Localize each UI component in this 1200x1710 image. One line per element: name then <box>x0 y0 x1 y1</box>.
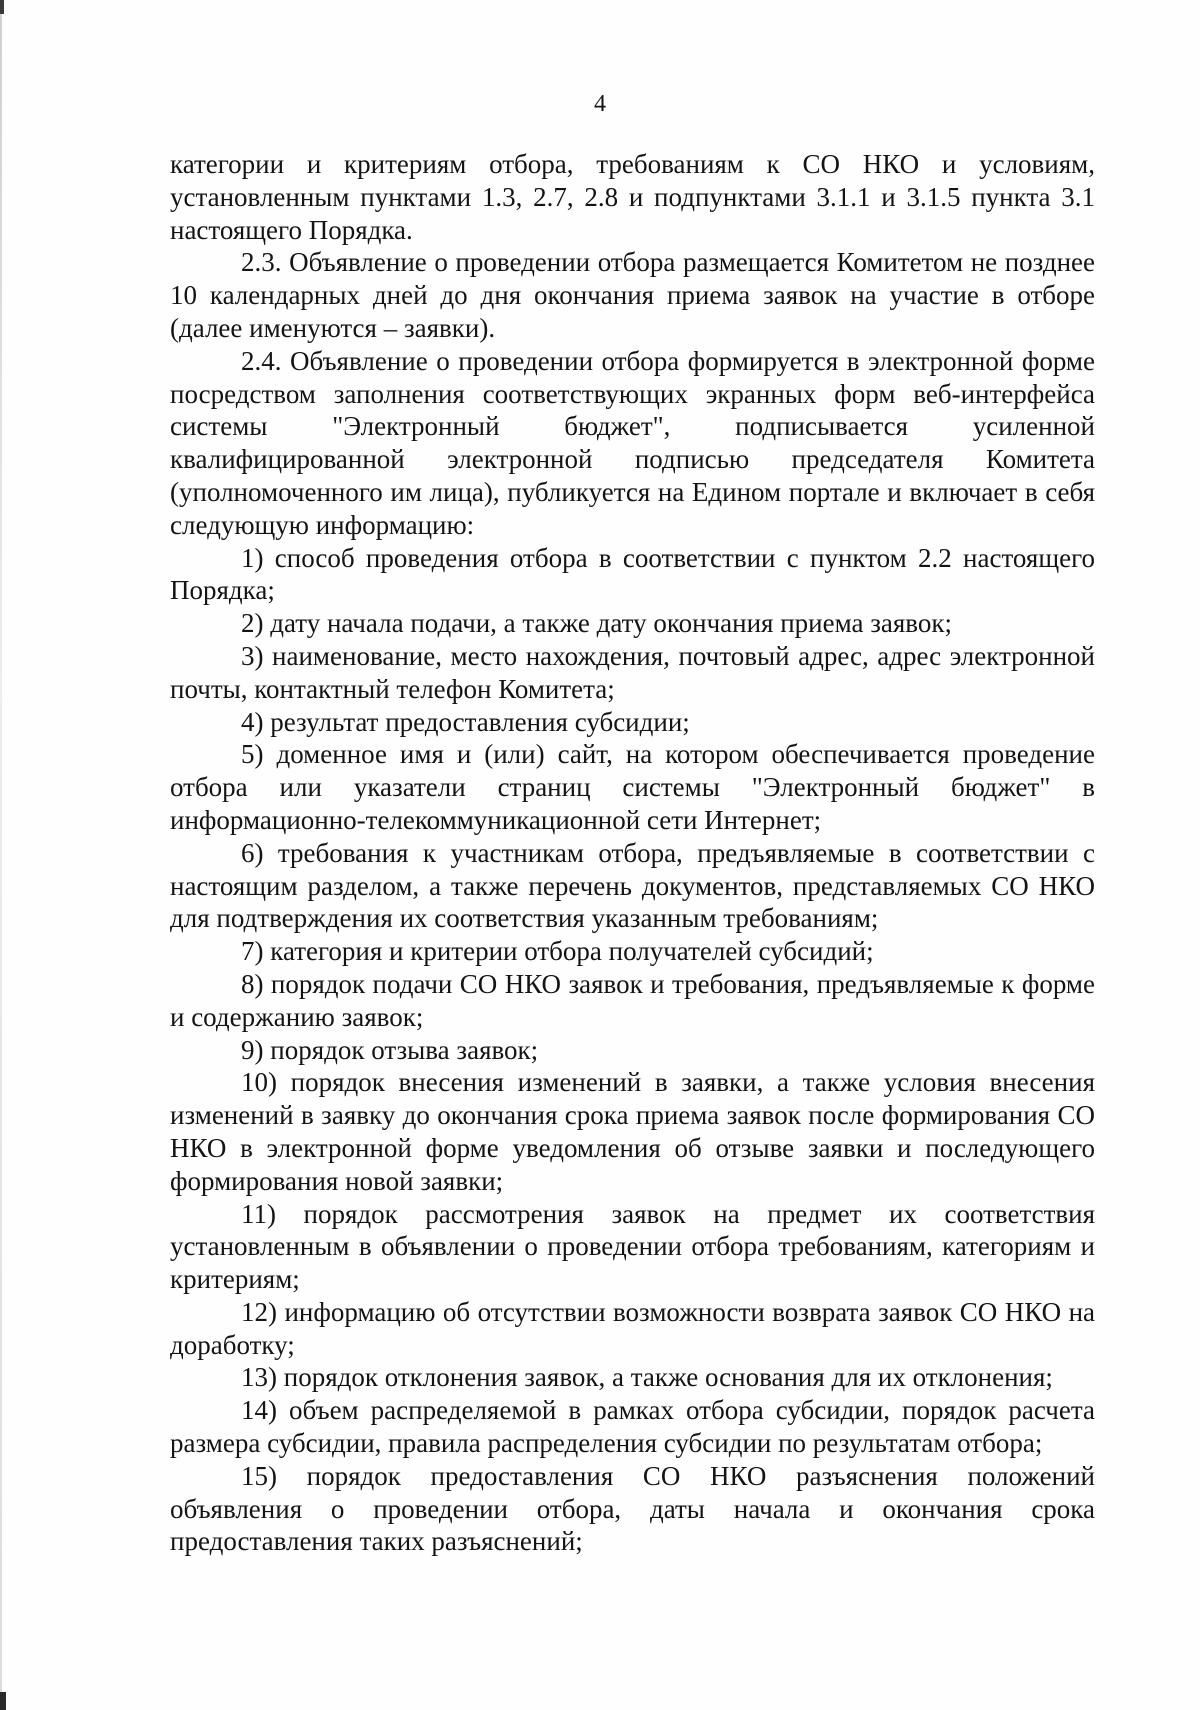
scan-corner-mark-top <box>0 0 4 14</box>
list-item-7: 7) категория и критерии отбора получателей субсидий; <box>241 936 874 967</box>
list-item-4: 4) результат предоставления субсидии; <box>241 706 690 737</box>
list-item-3: 3) наименование, место нахождения, почтовый адрес, адрес электронной почты, контактный телефон Комитета; <box>170 640 1095 704</box>
list-item-13: 13) порядок отклонения заявок, а также основания для их отклонения; <box>241 1362 1053 1393</box>
paragraph-continuation: категории и критериям отбора, требованиям к СО НКО и условиям, установленным пунктами 1.3, 2.7, 2.8 и подпунктами 3.1.1 и 3.1.5 пункта 3.1 настоящего Порядка. <box>170 149 1095 245</box>
list-item-2: 2) дату начала подачи, а также дату окончания приема заявок; <box>241 608 952 639</box>
list-item-10: 10) порядок внесения изменений в заявки, а также условия внесения изменений в заявку до окончания срока приема заявок после формирования СО НКО в электронной форме уведомления об отзыве заявки и последующего формирования новой заявки; <box>170 1067 1095 1196</box>
list-item-14: 14) объем распределяемой в рамках отбора субсидии, порядок расчета размера субсидии, правила распределения субсидии по результатам отбора; <box>170 1395 1095 1459</box>
list-item-11: 11) порядок рассмотрения заявок на предмет их соответствия установленным в объявлении о проведении отбора требованиям, категориям и критериям; <box>170 1198 1095 1295</box>
list-item-1: 1) способ проведения отбора в соответствии с пунктом 2.2 настоящего Порядка; <box>170 542 1095 606</box>
scan-edge-shadow <box>0 0 2 1710</box>
document-body <box>170 148 1095 1558</box>
scan-corner-mark-bottom <box>0 1692 6 1710</box>
list-item-15: 15) порядок предоставления СО НКО разъяснения положений объявления о проведении отбора, даты начала и окончания срока предоставления таких разъяснений; <box>170 1460 1095 1557</box>
list-item-12: 12) информацию об отсутствии возможности возврата заявок СО НКО на доработку; <box>170 1296 1095 1360</box>
page-number: 4 <box>594 91 606 117</box>
list-item-5: 5) доменное имя и (или) сайт, на котором обеспечивается проведение отбора или указатели страниц системы "Электронный бюджет" в информационно-телекоммуникационной сети Интернет; <box>170 739 1095 835</box>
list-item-8: 8) порядок подачи СО НКО заявок и требования, предъявляемые к форме и содержанию заявок; <box>170 968 1095 1032</box>
paragraph-2-4: 2.4. Объявление о проведении отбора формируется в электронной форме посредством заполнения соответствующих экранных форм веб-интерфейса системы "Электронный бюджет", подписывается усиленной квалифицированной электронной подписью председателя Комитета (уполномоченного им лица), публикуется на Едином портале и включает в себя следующую информацию: <box>170 345 1095 540</box>
list-item-6: 6) требования к участникам отбора, предъявляемые в соответствии с настоящим разделом, а также перечень документов, представляемых СО НКО для подтверждения их соответствия указанным требованиям; <box>170 837 1095 934</box>
paragraph-2-3: 2.3. Объявление о проведении отбора размещается Комитетом не позднее 10 календарных дней до дня окончания приема заявок на участие в отборе (далее именуются – заявки). <box>170 247 1095 343</box>
list-item-9: 9) порядок отзыва заявок; <box>241 1034 539 1065</box>
